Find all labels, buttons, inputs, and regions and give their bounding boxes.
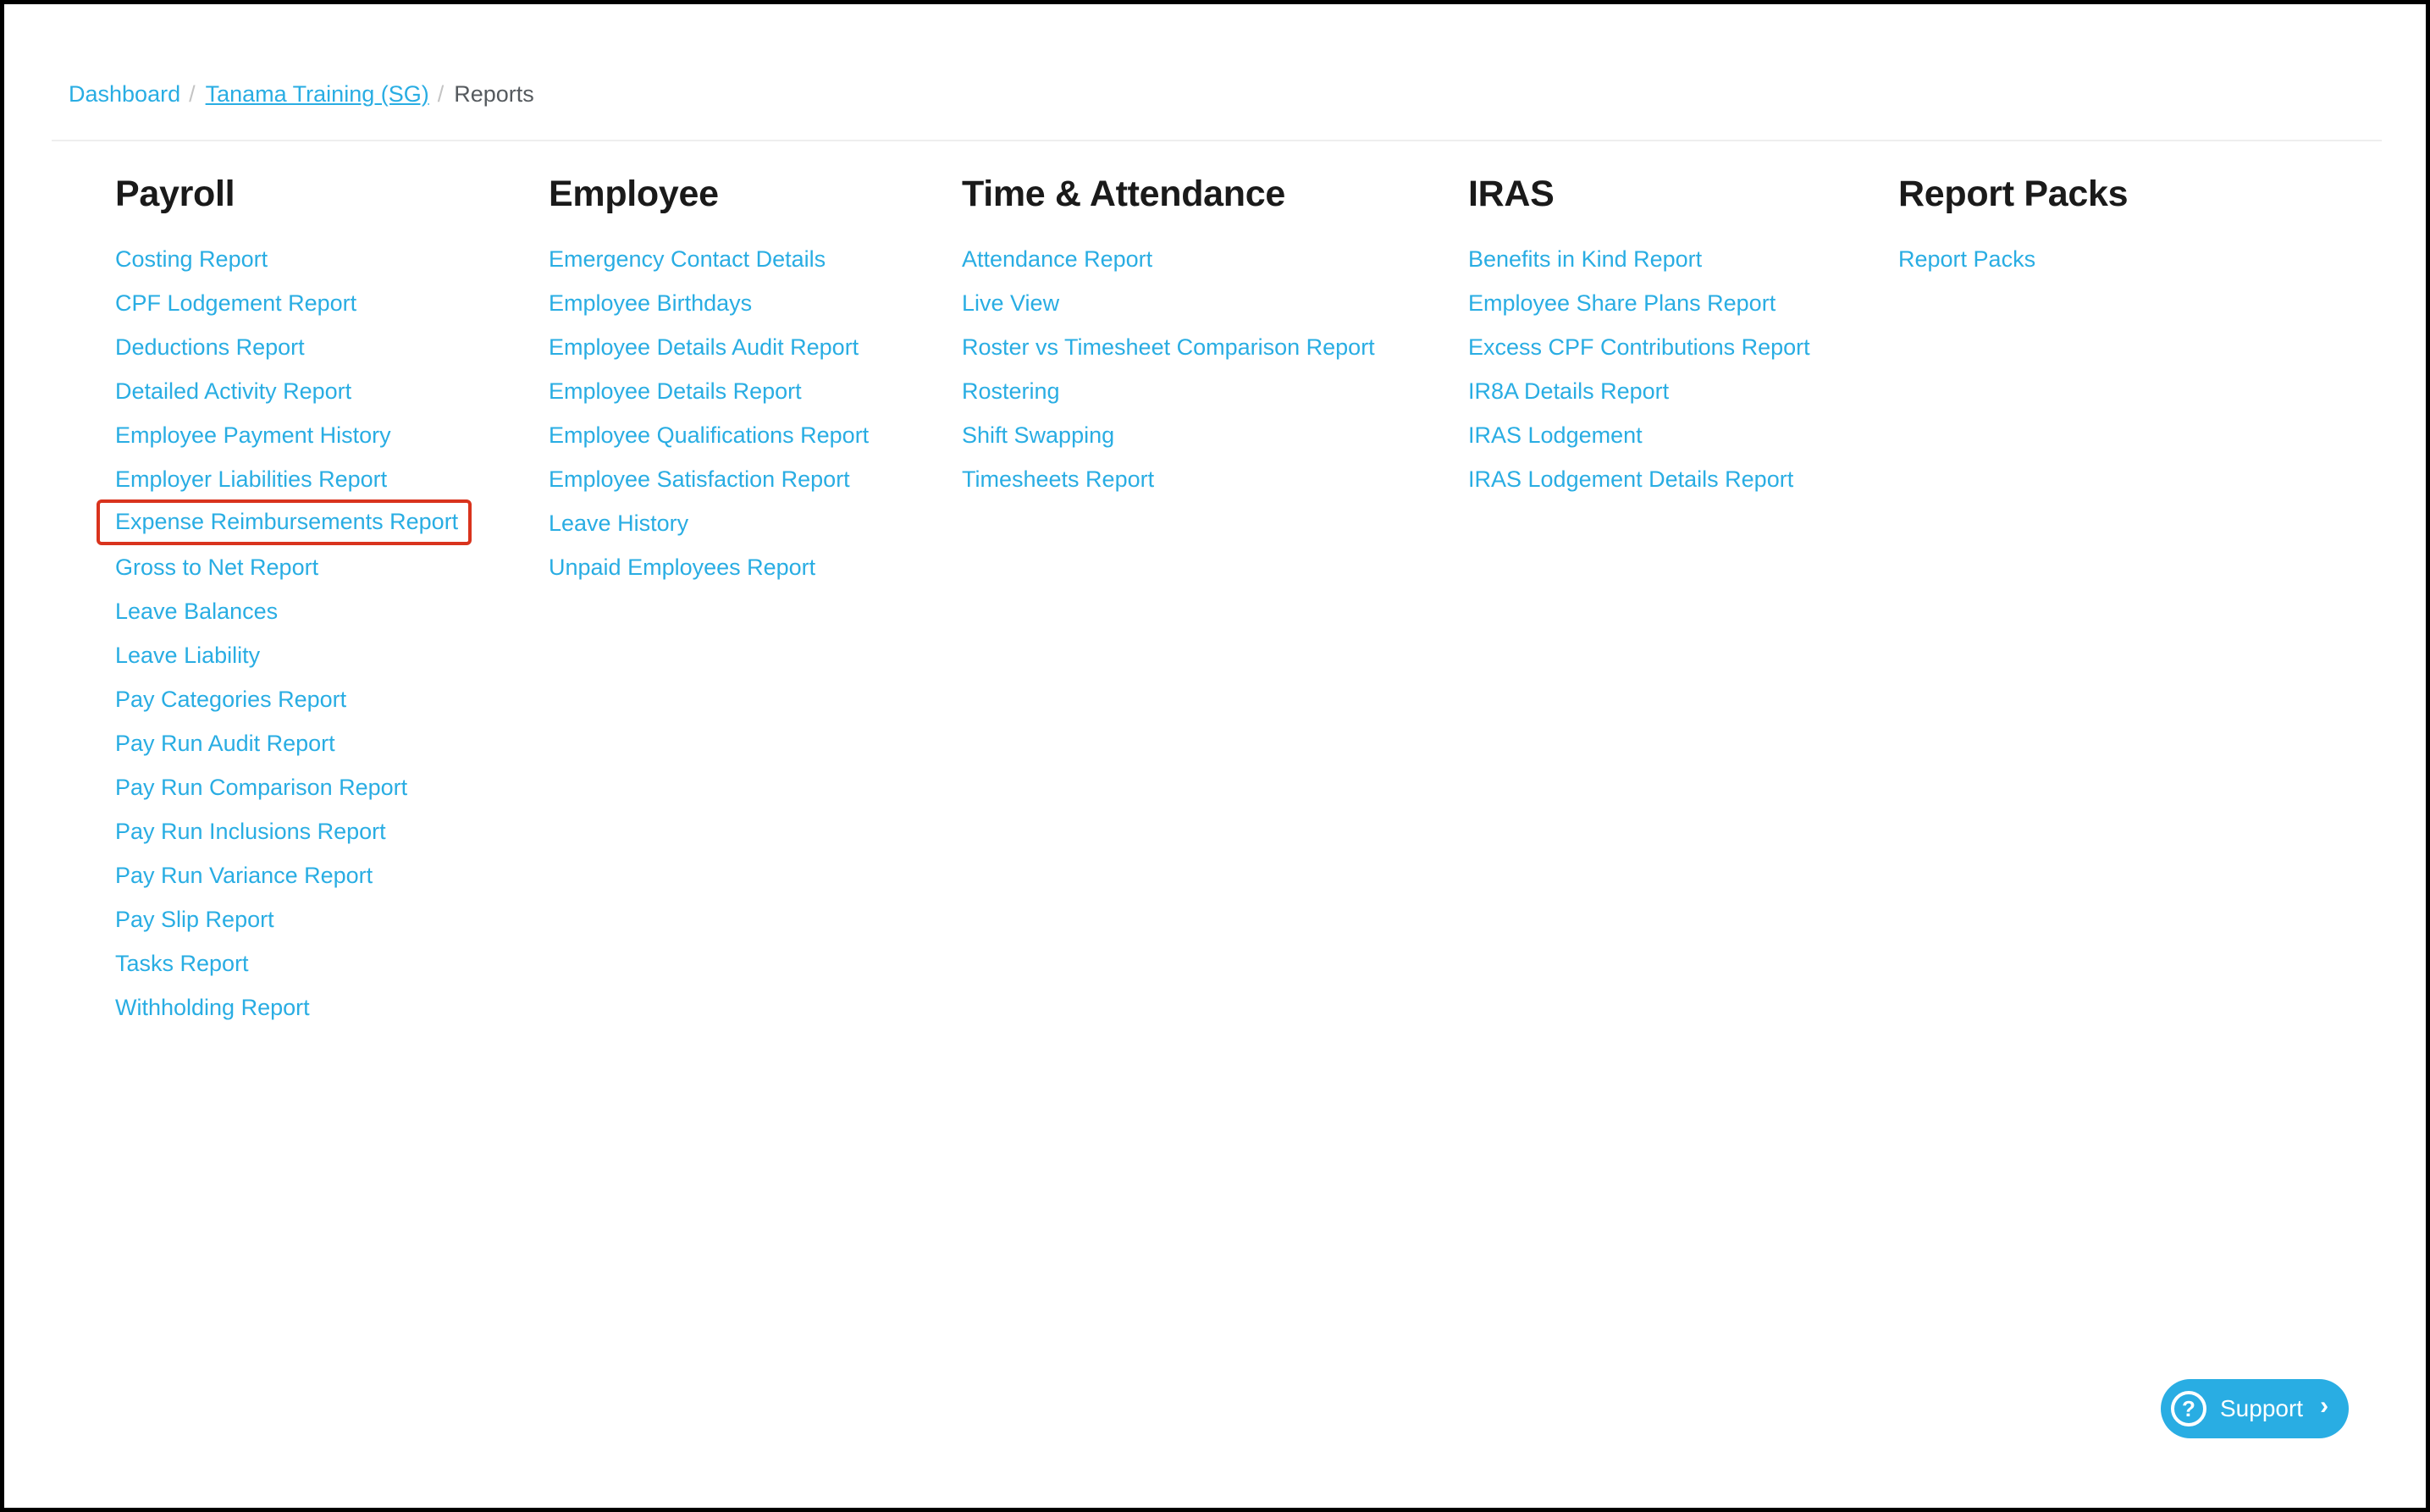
report-link[interactable]: Gross to Net Report xyxy=(115,555,319,580)
chevron-right-icon: › xyxy=(2320,1392,2329,1420)
report-link[interactable]: Emergency Contact Details xyxy=(549,246,826,272)
column-employee xyxy=(549,170,869,596)
report-list-item xyxy=(115,508,468,552)
report-list-item xyxy=(115,948,468,992)
breadcrumb-business[interactable]: Tanama Training (SG) xyxy=(205,81,429,107)
report-link[interactable]: Employee Details Audit Report xyxy=(549,334,859,360)
report-link[interactable]: Leave Liability xyxy=(115,643,261,668)
report-list xyxy=(1468,244,1810,508)
report-list-item xyxy=(115,464,468,508)
question-circle-icon: ? xyxy=(2171,1391,2206,1426)
column-iras xyxy=(1468,170,1810,508)
report-list-item xyxy=(549,508,869,552)
breadcrumb-current: Reports xyxy=(454,81,534,107)
report-list-item xyxy=(549,376,869,420)
report-link[interactable]: Shift Swapping xyxy=(962,422,1115,448)
header-divider xyxy=(52,140,2382,141)
report-list-item xyxy=(115,332,468,376)
report-list-item xyxy=(1468,288,1810,332)
report-list-item xyxy=(962,332,1375,376)
report-list-item xyxy=(115,244,468,288)
report-link[interactable]: Leave Balances xyxy=(115,599,279,624)
column-report-packs xyxy=(1898,170,2128,288)
report-link[interactable]: Tasks Report xyxy=(115,951,249,976)
report-list-item xyxy=(1468,420,1810,464)
report-list-item xyxy=(962,244,1375,288)
report-list-item xyxy=(115,728,468,772)
report-list-item xyxy=(115,684,468,728)
report-link[interactable]: IRAS Lodgement Details Report xyxy=(1468,466,1794,492)
column-title: Report Packs xyxy=(1898,174,2129,214)
report-link[interactable]: Pay Run Comparison Report xyxy=(115,775,408,800)
report-link[interactable]: Attendance Report xyxy=(962,246,1153,272)
report-list-item xyxy=(549,420,869,464)
report-list xyxy=(962,244,1375,508)
report-list-item xyxy=(115,772,468,816)
report-list-item xyxy=(115,596,468,640)
report-link[interactable]: Costing Report xyxy=(115,246,268,272)
report-link[interactable]: Employee Qualifications Report xyxy=(549,422,870,448)
report-link[interactable]: Employee Payment History xyxy=(115,422,391,448)
report-link[interactable]: Employee Satisfaction Report xyxy=(549,466,850,492)
report-list-item xyxy=(962,464,1375,508)
report-link[interactable]: Employee Birthdays xyxy=(549,290,753,316)
report-link[interactable]: Excess CPF Contributions Report xyxy=(1468,334,1810,360)
report-list-item xyxy=(115,860,468,904)
report-list xyxy=(549,244,869,596)
column-title: Time & Attendance xyxy=(962,174,1285,214)
report-link[interactable]: Deductions Report xyxy=(115,334,305,360)
report-link[interactable]: Pay Categories Report xyxy=(115,687,347,712)
column-title: Payroll xyxy=(115,174,235,214)
report-list-item xyxy=(1468,244,1810,288)
report-list-item xyxy=(1468,376,1810,420)
report-link[interactable]: IRAS Lodgement xyxy=(1468,422,1643,448)
report-link[interactable]: Rostering xyxy=(962,378,1060,404)
column-title: IRAS xyxy=(1468,174,1555,214)
report-link-highlighted[interactable]: Expense Reimbursements Report xyxy=(100,503,468,542)
report-link[interactable]: Pay Run Inclusions Report xyxy=(115,819,386,844)
report-list-item xyxy=(549,332,869,376)
report-list-item xyxy=(549,288,869,332)
report-link[interactable]: Detailed Activity Report xyxy=(115,378,352,404)
report-link[interactable]: Leave History xyxy=(549,510,689,536)
report-list-item xyxy=(115,420,468,464)
report-link[interactable]: Report Packs xyxy=(1898,246,2036,272)
report-list-item xyxy=(962,420,1375,464)
report-list-item xyxy=(115,904,468,948)
support-label: Support xyxy=(2220,1395,2304,1421)
report-list-item xyxy=(115,288,468,332)
report-list-item xyxy=(549,552,869,596)
report-link[interactable]: Unpaid Employees Report xyxy=(549,555,816,580)
report-list-item xyxy=(962,288,1375,332)
report-link[interactable]: Pay Run Audit Report xyxy=(115,731,335,756)
report-list-item xyxy=(962,376,1375,420)
report-link[interactable]: Live View xyxy=(962,290,1060,316)
breadcrumb xyxy=(69,79,534,109)
report-list-item xyxy=(115,640,468,684)
breadcrumb-separator: / xyxy=(189,81,196,107)
report-list-item xyxy=(549,464,869,508)
breadcrumb-separator: / xyxy=(437,81,445,107)
report-list-item xyxy=(115,552,468,596)
column-time-attendance xyxy=(962,170,1375,508)
report-link[interactable]: Timesheets Report xyxy=(962,466,1155,492)
report-link[interactable]: CPF Lodgement Report xyxy=(115,290,357,316)
report-list-item xyxy=(1898,244,2128,288)
report-list-item xyxy=(549,244,869,288)
report-link[interactable]: Employer Liabilities Report xyxy=(115,466,388,492)
report-list-item xyxy=(115,376,468,420)
column-title: Employee xyxy=(549,174,719,214)
reports-page xyxy=(4,4,2426,1508)
report-list-item xyxy=(1468,464,1810,508)
report-link[interactable]: Roster vs Timesheet Comparison Report xyxy=(962,334,1375,360)
report-link[interactable]: Benefits in Kind Report xyxy=(1468,246,1703,272)
report-link[interactable]: IR8A Details Report xyxy=(1468,378,1670,404)
report-list-item xyxy=(115,992,468,1036)
report-list xyxy=(1898,244,2128,288)
report-link[interactable]: Pay Run Variance Report xyxy=(115,863,373,888)
column-payroll xyxy=(115,170,468,1036)
report-list-item xyxy=(115,816,468,860)
report-link[interactable]: Employee Share Plans Report xyxy=(1468,290,1776,316)
report-link[interactable]: Withholding Report xyxy=(115,995,310,1020)
report-list-item xyxy=(1468,332,1810,376)
breadcrumb-dashboard[interactable]: Dashboard xyxy=(69,81,181,107)
support-button[interactable] xyxy=(2161,1379,2349,1438)
report-list xyxy=(115,244,468,1036)
report-link[interactable]: Employee Details Report xyxy=(549,378,802,404)
report-link[interactable]: Pay Slip Report xyxy=(115,907,274,932)
